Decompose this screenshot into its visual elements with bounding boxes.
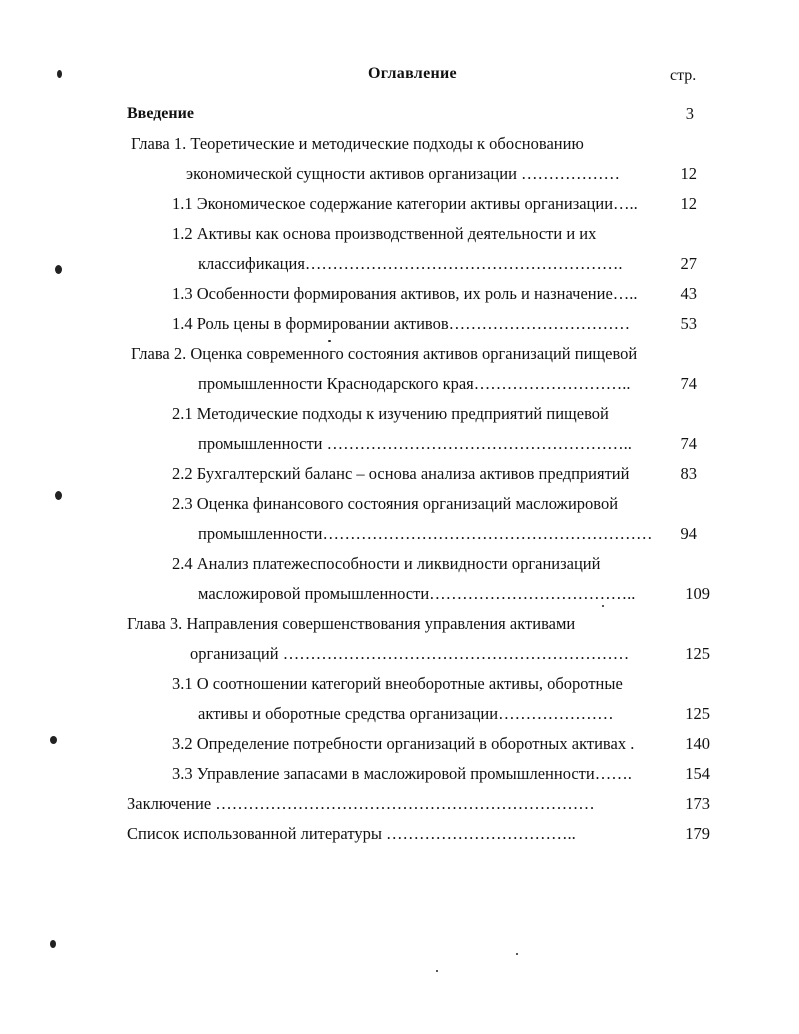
toc-page-number: 125 [685,704,710,723]
scan-mark [55,491,62,500]
toc-page-number: 27 [680,254,697,273]
toc-entry-section: 2.3 Оценка финансового состояния организаций масложировой [172,494,619,513]
toc-entry-section: 1.1 Экономическое содержание категории активы организации….. [172,194,638,213]
toc-entry-line: промышленности ……………………………………………….. [198,434,632,453]
toc-page-number: 154 [685,764,710,783]
toc-page-number: 12 [680,194,697,213]
toc-page-number: 74 [680,434,697,453]
toc-page-number: 179 [685,824,710,843]
toc-page-number: 3 [685,104,694,123]
toc-entry-chapter-2: Глава 2. Оценка современного состояния активов организаций пищевой [131,344,638,363]
toc-page-number: 53 [680,314,697,333]
toc-entry-section: 2.4 Анализ платежеспособности и ликвидности организаций [172,554,601,573]
scan-speck [328,340,331,342]
toc-entry-intro: Введение [127,105,194,122]
toc-entry-line: промышленности…………………………………………………… [198,524,653,543]
toc-entry-chapter-1: Глава 1. Теоретические и методические подходы к обоснованию [131,134,584,153]
scan-speck [516,953,518,955]
toc-entry-section: 1.2 Активы как основа производственной деятельности и их [172,224,597,243]
toc-page-number: 94 [680,524,697,543]
scan-speck [602,605,604,607]
toc-entry-chapter-3: Глава 3. Направления совершенствования управления активами [127,614,576,633]
toc-entry-line: организаций ……………………………………………………… [190,644,630,663]
toc-entry-conclusion: Заключение …………………………………………………………… [127,794,595,813]
toc-entry-line: классификация…………………………………………………. [198,254,623,273]
scan-mark [57,70,62,78]
toc-entry-section: 1.4 Роль цены в формировании активов…………………………… [172,314,631,333]
toc-page-number: 43 [680,284,697,303]
toc-entry-line: промышленности Краснодарского края……………………….. [198,374,631,393]
toc-entry-line: активы и оборотные средства организации………………… [198,704,614,723]
page-column-label: стр. [670,67,697,84]
toc-entry-section: 2.1 Методические подходы к изучению предприятий пищевой [172,404,609,423]
toc-page-number: 125 [685,644,710,663]
toc-page-number: 109 [685,584,710,603]
toc-entry-line: экономической сущности активов организации ……………… [186,164,621,183]
toc-entry-line: масложировой промышленности……………………………….. [198,584,636,603]
toc-entry-section: 3.1 О соотношении категорий внеоборотные активы, оборотные [172,674,623,693]
scan-mark [55,265,62,274]
toc-page-number: 173 [685,794,710,813]
scan-speck [436,970,438,972]
toc-page-number: 74 [680,374,697,393]
toc-entry-section: 3.3 Управление запасами в масложировой промышленности……. [172,764,632,783]
toc-entry-section: 1.3 Особенности формирования активов, их роль и назначение….. [172,284,638,303]
scan-mark [50,940,56,948]
toc-page-number: 12 [680,164,697,183]
page-title: Оглавление [368,65,457,82]
toc-page-number: 83 [680,464,697,483]
toc-entry-references: Список использованной литературы …………………………….. [127,824,576,843]
toc-entry-section: 3.2 Определение потребности организаций в оборотных активах . [172,734,635,753]
toc-entry-section: 2.2 Бухгалтерский баланс – основа анализа активов предприятий [172,464,630,483]
scan-mark [50,736,57,744]
toc-page-number: 140 [685,734,710,753]
